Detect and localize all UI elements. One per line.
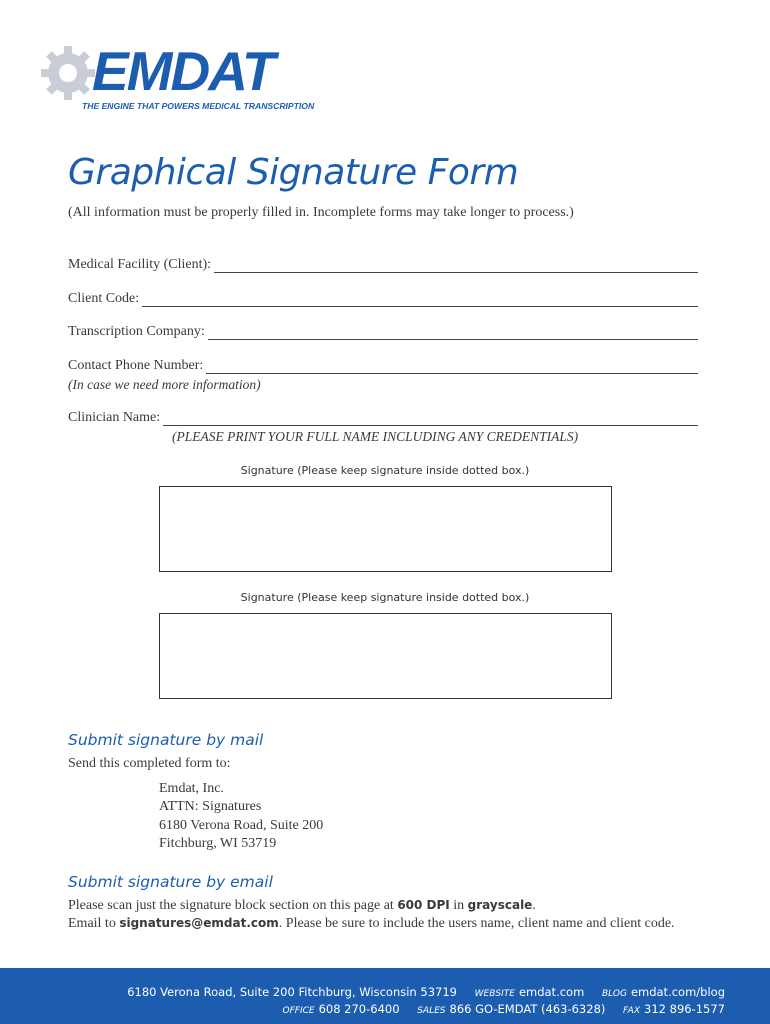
client-code-field[interactable] — [68, 291, 698, 307]
logo-wordmark: EMDAT — [92, 40, 274, 102]
signature-box-2[interactable] — [159, 613, 612, 699]
office-label: OFFICE — [282, 1006, 315, 1016]
email-line1-end: . — [532, 898, 536, 913]
transcription-company-line[interactable] — [208, 325, 698, 340]
contact-phone-hint: (In case we need more information) — [68, 377, 261, 392]
fax-number: 312 896-1577 — [644, 1002, 725, 1016]
emdat-logo — [40, 40, 315, 122]
contact-phone-label: Contact Phone Number: — [68, 358, 204, 373]
signature-email-link[interactable]: signatures@emdat.com — [119, 916, 279, 930]
address-line: 6180 Verona Road, Suite 200 — [159, 817, 324, 833]
blog-link[interactable]: emdat.com/blog — [630, 985, 725, 999]
office-phone: 608 270-6400 — [318, 1002, 400, 1016]
email-line2-text: Email to — [68, 916, 120, 931]
signature-caption-1: Signature (Please keep signature inside dotted box.) — [240, 464, 530, 477]
client-code-label: Client Code: — [68, 291, 140, 306]
footer-bar — [0, 968, 770, 1024]
website-label: WEBSITE — [474, 989, 515, 999]
clinician-name-label: Clinician Name: — [68, 410, 161, 425]
website-link[interactable]: emdat.com — [518, 985, 585, 999]
form-subtitle: (All information must be properly filled in. Incomplete forms may take longer to process.) — [68, 205, 574, 220]
clinician-name-line[interactable] — [163, 411, 698, 426]
footer-line-1 — [127, 985, 725, 999]
mailing-address — [159, 780, 323, 853]
form-title: Graphical Signature Form — [68, 152, 519, 193]
dpi-value: 600 DPI — [397, 898, 450, 912]
mail-intro: Send this completed form to: — [68, 756, 231, 771]
address-line: Emdat, Inc. — [159, 781, 224, 796]
gear-icon — [40, 42, 100, 104]
clinician-name-hint: (PLEASE PRINT YOUR FULL NAME INCLUDING ANY CREDENTIALS) — [172, 429, 579, 444]
signature-box-1[interactable] — [159, 486, 612, 572]
medical-facility-line[interactable] — [214, 258, 698, 273]
address-line: Fitchburg, WI 53719 — [159, 835, 277, 851]
medical-facility-label: Medical Facility (Client): — [68, 257, 212, 272]
email-instructions-line2 — [68, 916, 675, 932]
mail-heading: Submit signature by mail — [68, 731, 264, 749]
email-line1-text: Please scan just the signature block section on this page at — [68, 898, 398, 913]
transcription-company-label: Transcription Company: — [68, 324, 205, 339]
email-line1-mid: in — [449, 898, 468, 913]
email-instructions-line1 — [68, 898, 536, 914]
logo-tagline: THE ENGINE THAT POWERS MEDICAL TRANSCRIPTION — [82, 101, 315, 111]
clinician-name-field[interactable] — [68, 410, 698, 426]
grayscale-text: grayscale — [467, 898, 533, 912]
footer-address: 6180 Verona Road, Suite 200 Fitchburg, Wisconsin 53719 — [127, 985, 457, 999]
footer-line-2 — [269, 1002, 726, 1016]
contact-phone-field[interactable] — [68, 358, 698, 374]
sales-label: SALES — [417, 1006, 446, 1016]
contact-phone-line[interactable] — [206, 359, 698, 374]
fax-label: FAX — [623, 1006, 641, 1016]
signature-caption-2: Signature (Please keep signature inside dotted box.) — [240, 591, 530, 604]
client-code-line[interactable] — [142, 292, 698, 307]
blog-label: BLOG — [601, 989, 627, 999]
medical-facility-field[interactable] — [68, 257, 698, 273]
transcription-company-field[interactable] — [68, 324, 698, 340]
email-line2-end: . Please be sure to include the users name, client name and client code. — [278, 916, 675, 931]
sales-phone: 866 GO-EMDAT (463-6328) — [449, 1002, 606, 1016]
email-heading: Submit signature by email — [68, 873, 273, 891]
address-line: ATTN: Signatures — [159, 799, 262, 815]
